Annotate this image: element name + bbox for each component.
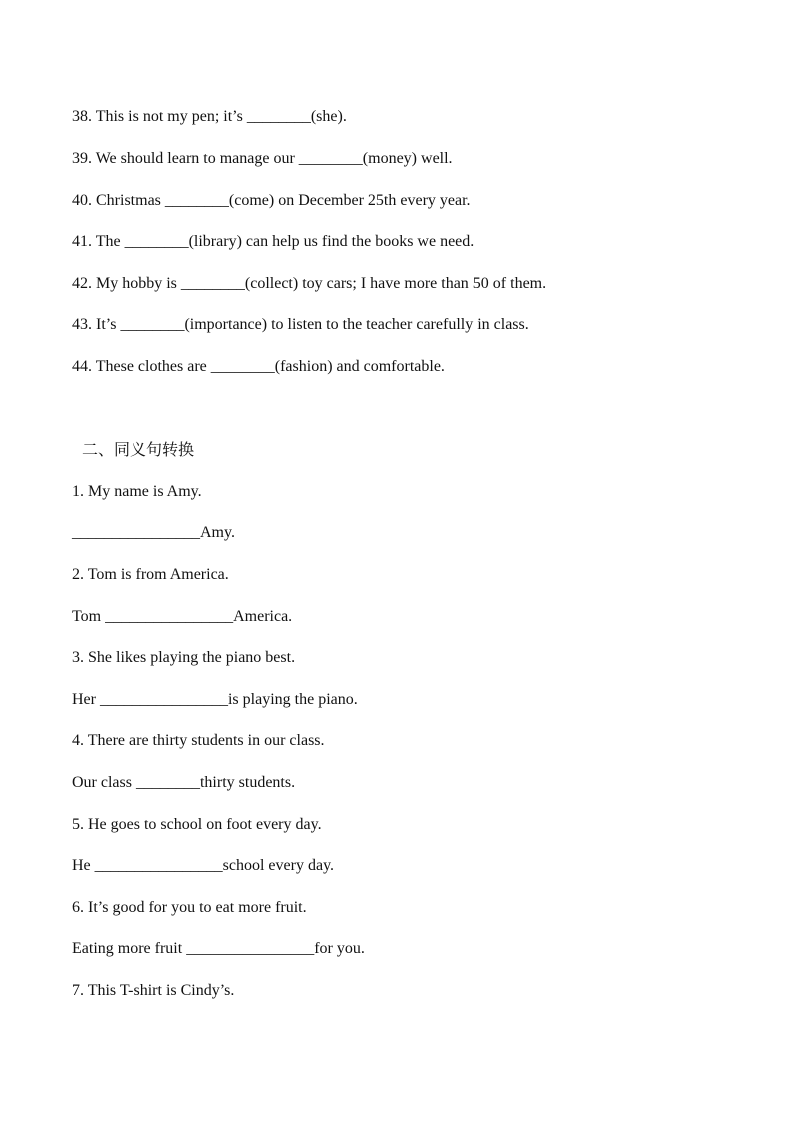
question-3: 3. She likes playing the piano best. (72, 649, 296, 666)
question-2: 2. Tom is from America. (72, 566, 229, 583)
question-1: 1. My name is Amy. (72, 483, 202, 500)
exercise-39: 39. We should learn to manage our ________(money) well. (72, 150, 453, 167)
question-6: 6. It’s good for you to eat more fruit. (72, 899, 307, 916)
exercise-44: 44. These clothes are ________(fashion) and comfortable. (72, 358, 445, 375)
exercise-38: 38. This is not my pen; it’s ________(she). (72, 108, 347, 125)
question-7: 7. This T-shirt is Cindy’s. (72, 982, 235, 999)
answer-line-5: He ________________school every day. (72, 857, 335, 874)
answer-line-6: Eating more fruit ________________for you. (72, 940, 365, 957)
answer-line-4: Our class ________thirty students. (72, 774, 296, 791)
exercise-43: 43. It’s ________(importance) to listen to the teacher carefully in class. (72, 316, 529, 333)
answer-line-2: Tom ________________America. (72, 608, 293, 625)
answer-line-3: Her ________________is playing the piano. (72, 691, 358, 708)
exercise-41: 41. The ________(library) can help us find the books we need. (72, 233, 475, 250)
section-heading: 二、同义句转换 (82, 440, 195, 459)
question-4: 4. There are thirty students in our class. (72, 732, 325, 749)
exercise-42: 42. My hobby is ________(collect) toy cars; I have more than 50 of them. (72, 275, 547, 292)
question-5: 5. He goes to school on foot every day. (72, 816, 322, 833)
exercise-40: 40. Christmas ________(come) on December 25th every year. (72, 192, 471, 209)
answer-line-1: ________________Amy. (72, 524, 235, 541)
